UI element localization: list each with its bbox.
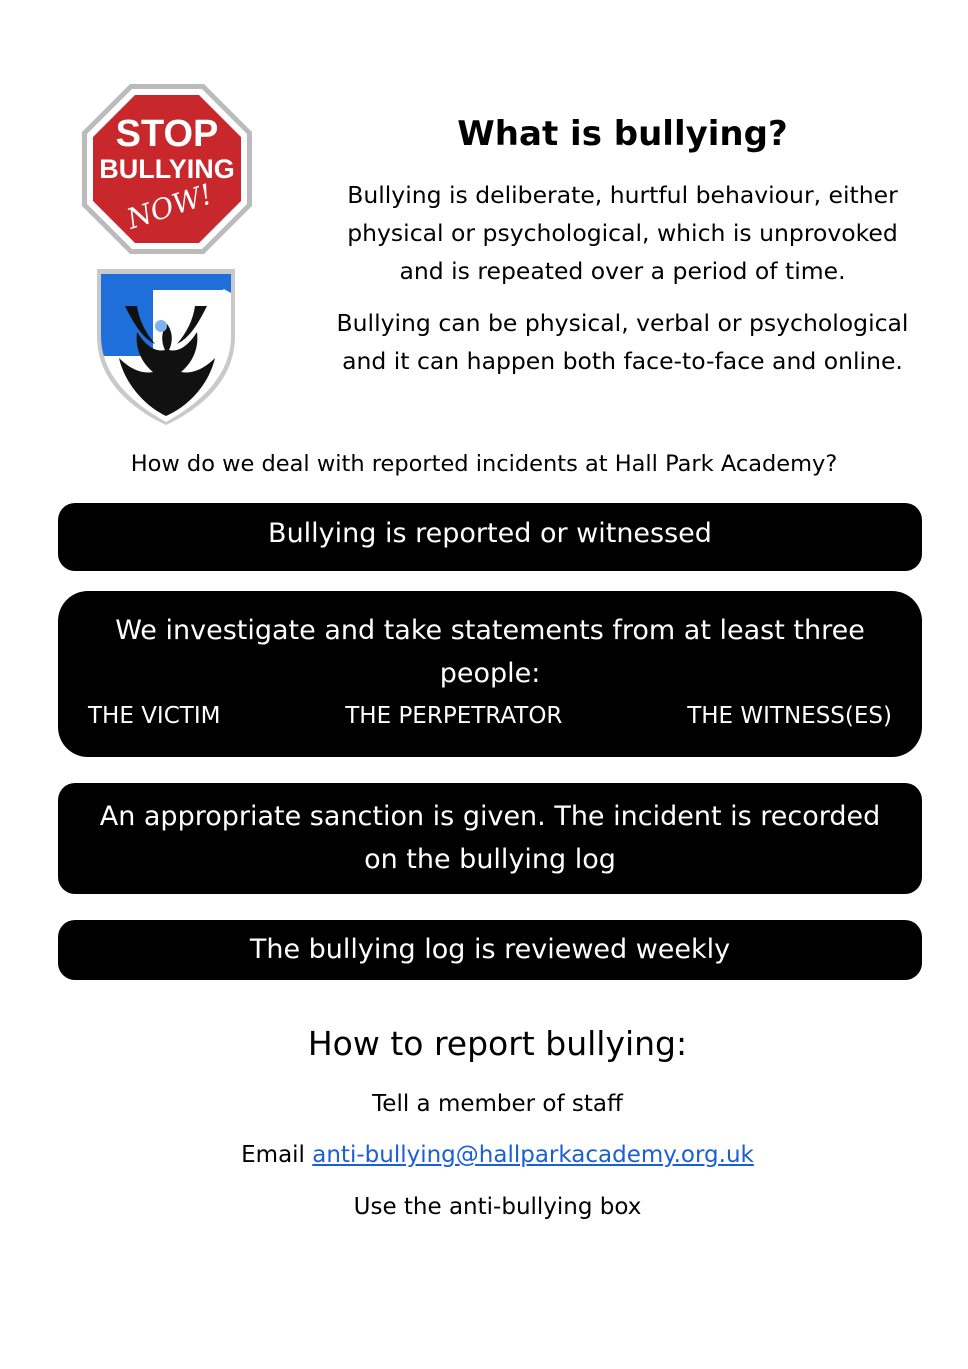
report-option-box: Use the anti-bullying box <box>353 1194 642 1220</box>
types-paragraph: Bullying can be physical, verbal or psychological and it can happen both face-to-face and online. <box>336 309 909 375</box>
email-prefix: Email <box>241 1142 305 1168</box>
stop-text: STOP <box>115 113 219 155</box>
role-witnesses: THE WITNESS(ES) <box>687 703 892 729</box>
step-investigate-text: We investigate and take statements from at least three people: <box>115 615 865 689</box>
now-text: NOW! <box>122 177 217 236</box>
step-sanction-box: An appropriate sanction is given. The incident is recorded on the bullying log <box>58 783 922 894</box>
intro-section <box>330 112 915 394</box>
report-option-staff: Tell a member of staff <box>372 1091 623 1117</box>
step-investigate-box <box>58 591 922 757</box>
report-title: How to report bullying: <box>307 1024 688 1063</box>
roles-list <box>88 703 892 729</box>
stop-bullying-logo <box>78 80 256 258</box>
role-victim: THE VICTIM <box>88 703 221 729</box>
role-perpetrator: THE PERPETRATOR <box>345 703 563 729</box>
school-crest-logo <box>95 266 237 426</box>
definition-paragraph: Bullying is deliberate, hurtful behaviour, either physical or psychological, which is unprovoked and is repeated over a period of time. <box>347 181 898 285</box>
step-reported-box: Bullying is reported or witnessed <box>58 503 922 571</box>
email-link[interactable]: anti-bullying@hallparkacademy.org.uk <box>312 1142 754 1168</box>
bullying-text: BULLYING <box>99 154 235 184</box>
report-option-email <box>0 1138 968 1172</box>
process-question: How do we deal with reported incidents at Hall Park Academy? <box>130 451 838 477</box>
page-title: What is bullying? <box>457 114 788 154</box>
step-review-box: The bullying log is reviewed weekly <box>58 920 922 980</box>
